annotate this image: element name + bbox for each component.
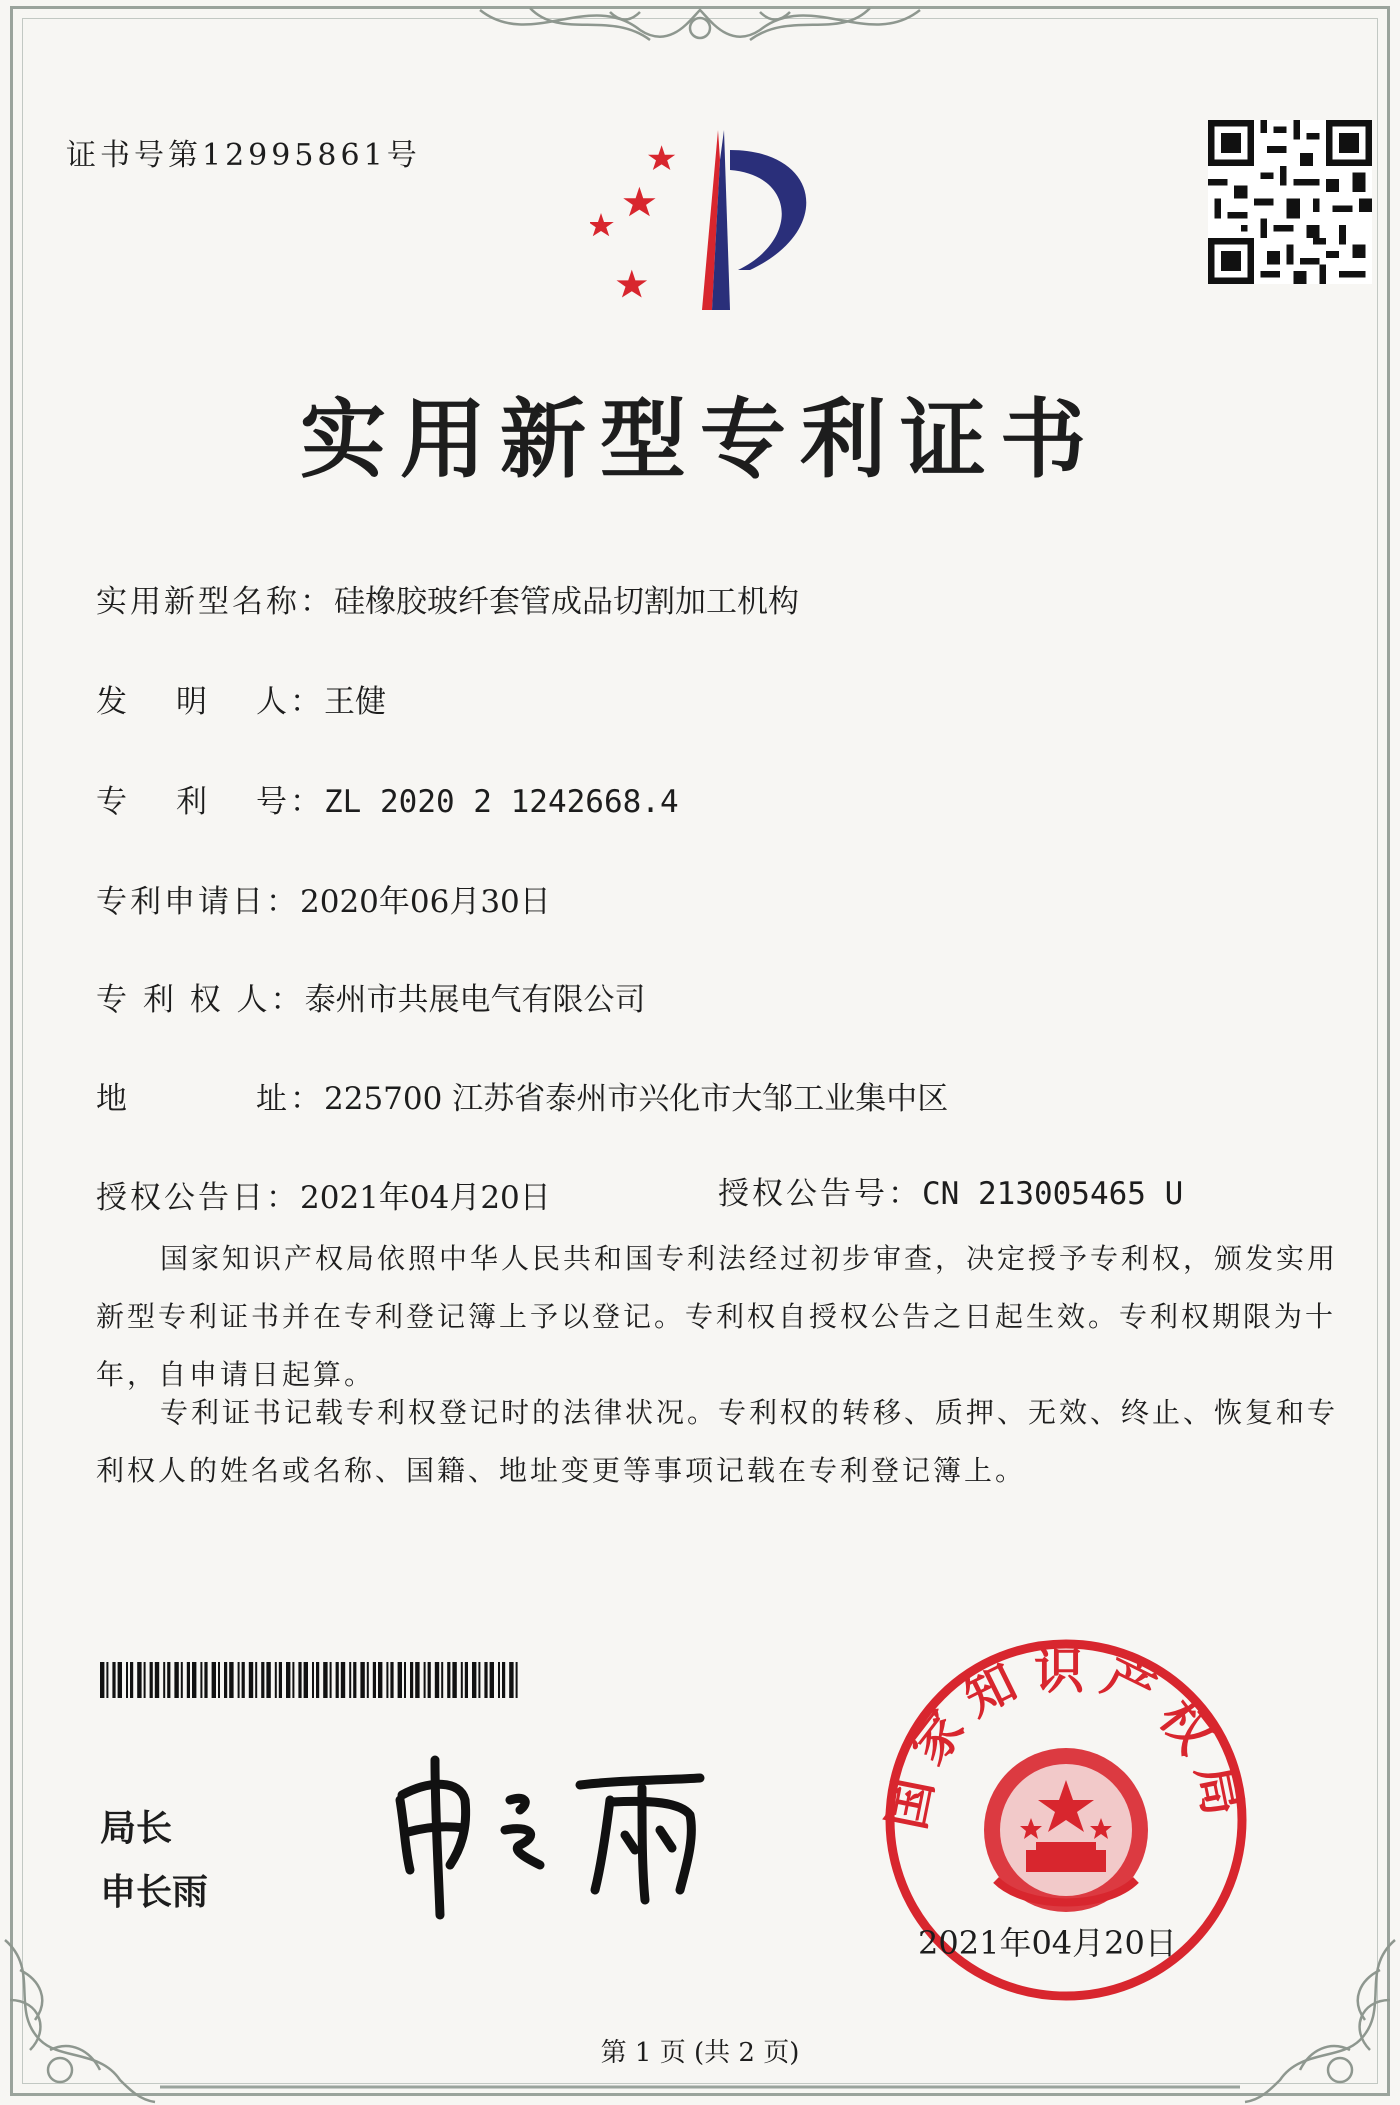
field-label: 发 xyxy=(96,684,127,720)
field-value: 王健 xyxy=(324,684,386,720)
director-name: 申长雨 xyxy=(100,1872,209,1913)
top-ornament xyxy=(470,0,930,60)
field-label: 人： xyxy=(256,684,324,720)
certificate-title: 实用新型专利证书 xyxy=(300,389,1100,490)
field-grant-announcement-number xyxy=(718,1168,1183,1213)
field-application-date xyxy=(96,876,551,921)
field-value: ZL 2020 2 1242668.4 xyxy=(324,784,679,820)
legal-paragraph: 专利证书记载专利权登记时的法律状况。专利权的转移、质押、无效、终止、恢复和专利权人的姓名或名称、国籍、地址变更等事项记载在专利登记簿上。 xyxy=(96,1396,1339,1487)
field-label: 授权公告日： xyxy=(96,1180,300,1216)
director-title: 局长 xyxy=(100,1808,173,1849)
field-inventor xyxy=(96,676,386,721)
field-value: 硅橡胶玻纤套管成品切割加工机构 xyxy=(334,584,799,620)
field-value: 2021年04月20日 xyxy=(300,1180,551,1216)
field-patent-number xyxy=(96,776,679,821)
field-utility-model-name xyxy=(96,576,799,621)
barcode-icon xyxy=(100,1662,524,1698)
field-label: 实用新型名称： xyxy=(96,584,334,620)
field-label: 专利申请日： xyxy=(96,884,300,920)
certificate-number: 证书号第12995861号 xyxy=(66,138,421,173)
cnipa-emblem-icon xyxy=(590,120,850,320)
field-label: 地 xyxy=(96,1081,127,1117)
field-label: 明 xyxy=(176,684,207,720)
bottom-ornament-line xyxy=(160,2080,1240,2094)
bottom-right-ornament xyxy=(1240,1930,1400,2105)
field-label: 授权公告号： xyxy=(718,1176,922,1212)
page-indicator: 第 1 页 (共 2 页) xyxy=(600,2038,800,2068)
field-label: 专 xyxy=(96,784,127,820)
bottom-left-ornament xyxy=(0,1930,160,2105)
qr-code-icon xyxy=(1208,120,1372,284)
national-emblem-icon xyxy=(984,1748,1148,1912)
field-value: 泰州市共展电气有限公司 xyxy=(304,982,646,1018)
field-label: 专 利 权 人： xyxy=(96,982,305,1018)
field-address xyxy=(96,1073,948,1118)
field-label: 号： xyxy=(256,784,324,820)
field-patentee xyxy=(96,974,646,1019)
field-grant-announcement-date xyxy=(96,1172,551,1217)
field-value: 2020年06月30日 xyxy=(300,884,551,920)
seal-text: 国家知识产权局 xyxy=(877,1641,1255,1835)
field-value: CN 213005465 U xyxy=(922,1176,1184,1212)
field-label: 利 xyxy=(176,784,207,820)
director-signature xyxy=(380,1740,740,1920)
field-value: 225700 江苏省泰州市兴化市大邹工业集中区 xyxy=(324,1081,949,1117)
legal-paragraph: 国家知识产权局依照中华人民共和国专利法经过初步审查，决定授予专利权，颁发实用新型专利证书并在专利登记簿上予以登记。专利权自授权公告之日起生效。专利权期限为十年，自申请日起算。 xyxy=(96,1242,1339,1391)
field-label: 址： xyxy=(256,1081,324,1117)
seal-date: 2021年04月20日 xyxy=(918,1924,1177,1962)
